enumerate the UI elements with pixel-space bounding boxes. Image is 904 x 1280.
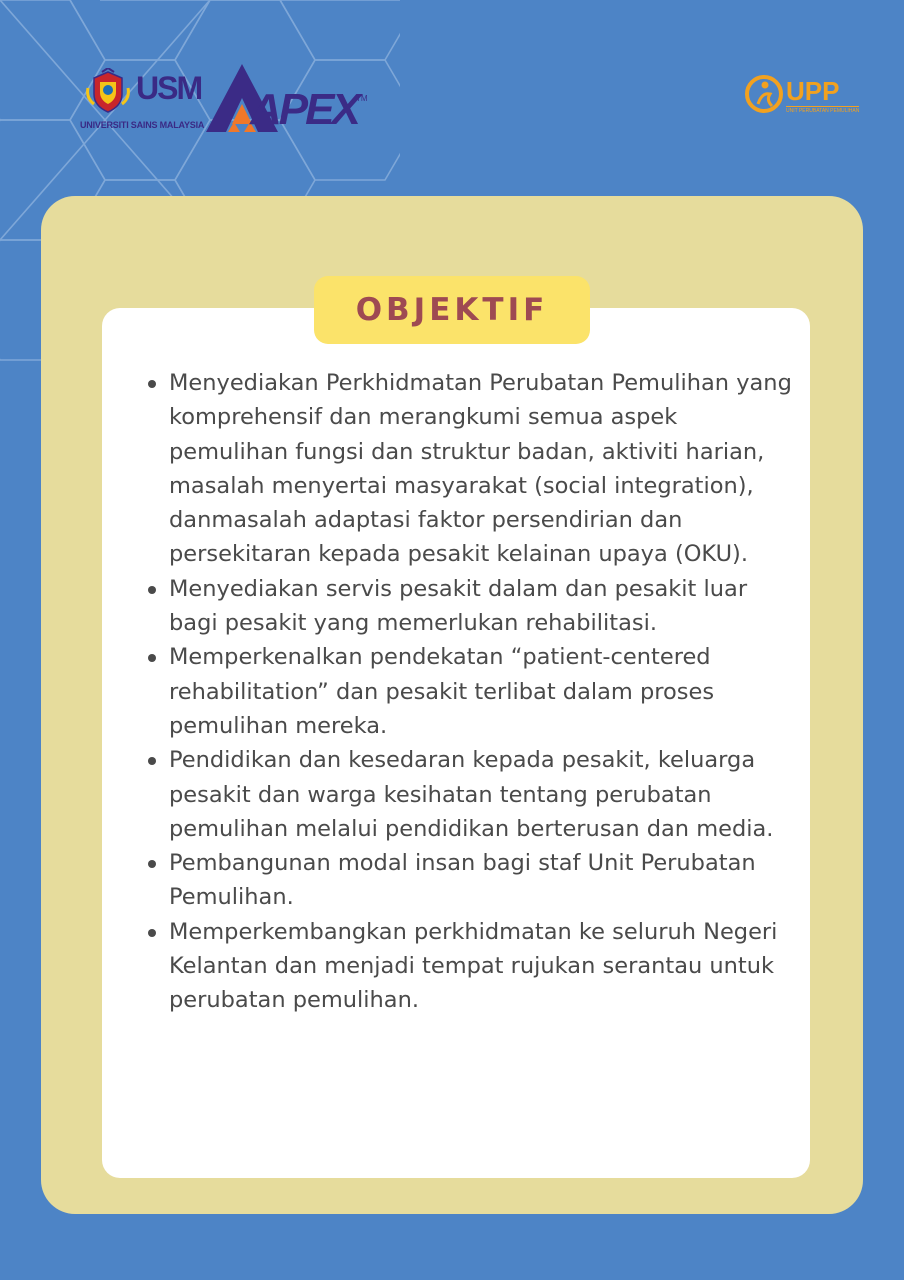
apex-logo-word: APEX — [250, 85, 358, 134]
rehab-figure-icon — [744, 74, 784, 114]
apex-trademark: TM — [356, 94, 368, 103]
section-title: OBJEKTIF — [355, 292, 549, 328]
list-item: Pembangunan modal insan bagi staf Unit Perubatan Pemulihan. — [145, 846, 797, 915]
usm-logo-letters: USM — [136, 70, 202, 106]
usm-logo — [80, 62, 205, 136]
usm-logo-caption: UNIVERSITI SAINS MALAYSIA — [80, 120, 205, 130]
objectives-list — [145, 366, 797, 1018]
list-item: Memperkenalkan pendekatan “patient-centered rehabilitation” dan pesakit terlibat dalam proses pemulihan mereka. — [145, 640, 797, 743]
list-item: Menyediakan Perkhidmatan Perubatan Pemulihan yang komprehensif dan merangkumi semua aspek pemulihan fungsi dan struktur badan, aktiviti harian, masalah menyertai masyarakat (social integration), danmasalah adaptasi faktor persendirian dan persekitaran kepada pesakit kelainan upaya (OKU). — [145, 366, 797, 572]
title-pill — [314, 276, 590, 344]
list-item: Memperkembangkan perkhidmatan ke seluruh Negeri Kelantan dan menjadi tempat rujukan serantau untuk perubatan pemulihan. — [145, 915, 797, 1018]
upp-logo-subtitle: UNIT PERUBATAN PEMULIHAN — [786, 108, 860, 114]
list-item: Menyediakan servis pesakit dalam dan pesakit luar bagi pesakit yang memerlukan rehabilitasi. — [145, 572, 797, 641]
apex-logo — [206, 64, 370, 136]
university-crest-icon — [84, 68, 132, 116]
upp-logo — [744, 72, 860, 122]
upp-logo-word: UPP — [786, 76, 840, 106]
list-item: Pendidikan dan kesedaran kepada pesakit, keluarga pesakit dan warga kesihatan tentang perubatan pemulihan melalui pendidikan berterusan dan media. — [145, 743, 797, 846]
